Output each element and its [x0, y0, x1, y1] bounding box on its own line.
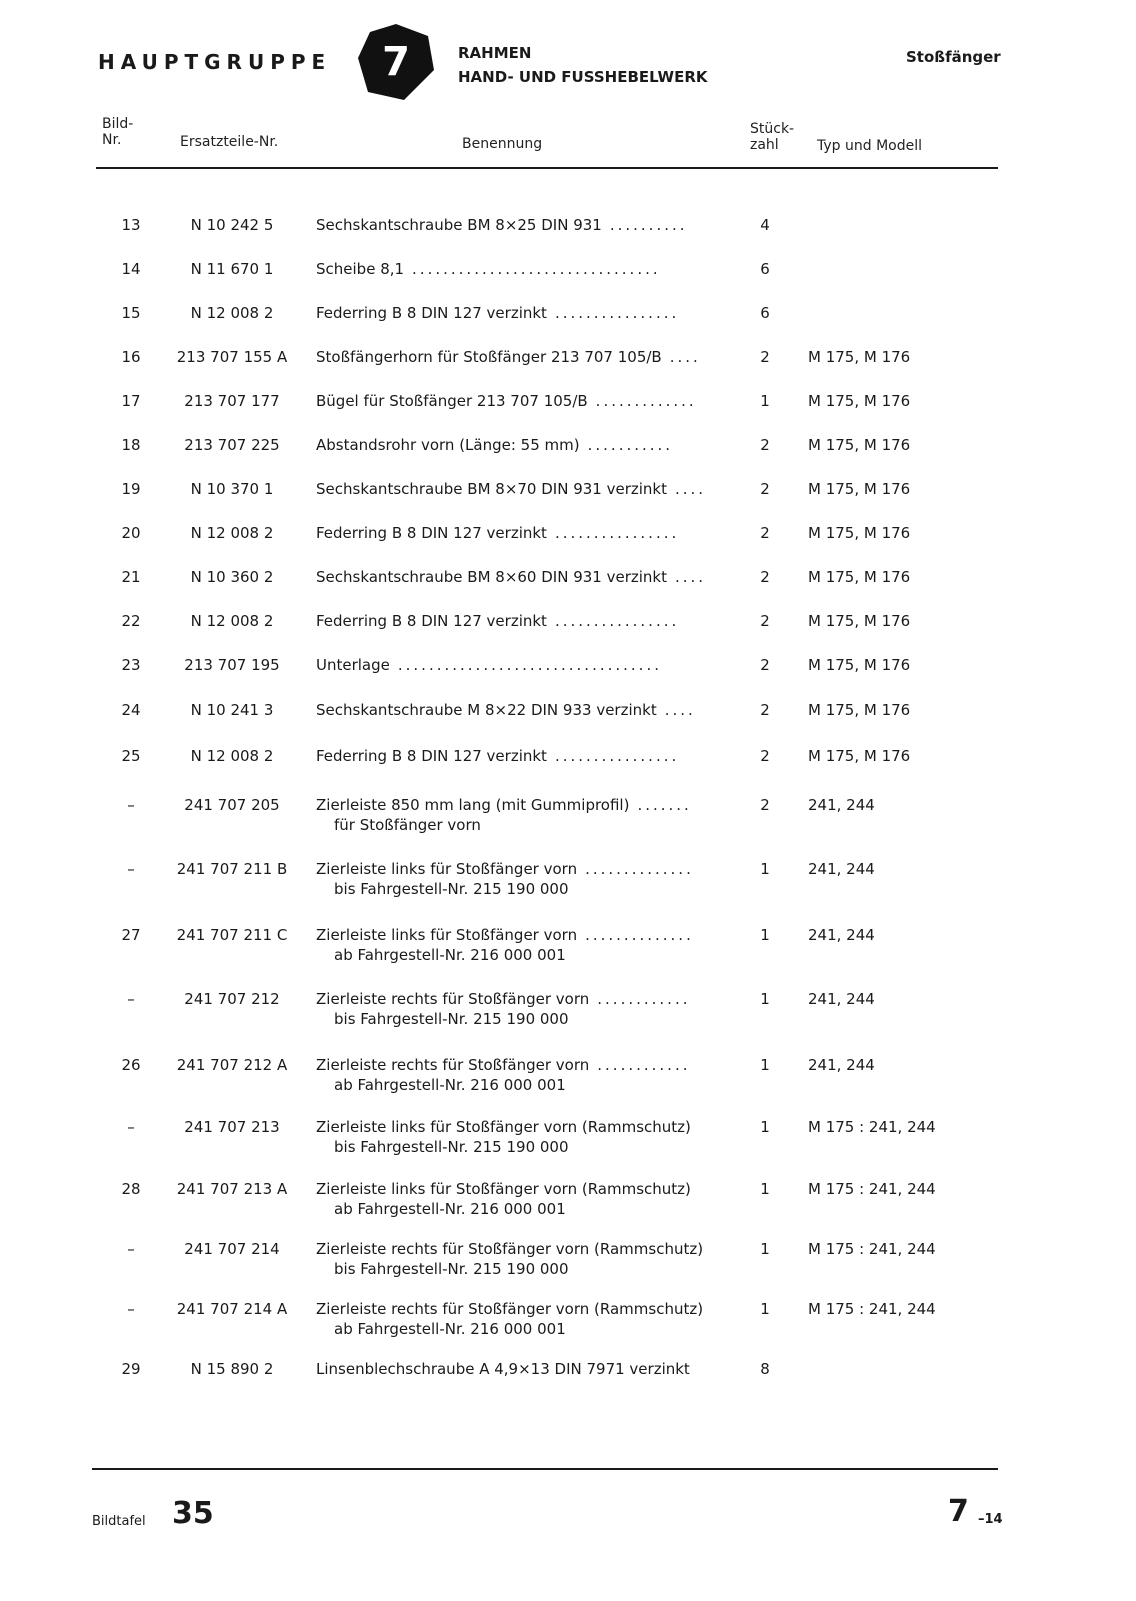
row-leader-dots: ....: [664, 701, 696, 719]
row-bild-nr: 29: [121, 1360, 141, 1378]
row-benennung-sub: ab Fahrgestell-Nr. 216 000 001: [334, 1076, 566, 1094]
row-bild-nr: 23: [121, 656, 141, 674]
row-ersatzteil-nr: 241 707 211 C: [176, 926, 288, 944]
row-stueckzahl: 2: [760, 796, 770, 814]
row-leader-dots: .............: [595, 392, 697, 410]
row-benennung-sub: bis Fahrgestell-Nr. 215 190 000: [334, 880, 569, 898]
row-bild-nr: 22: [121, 612, 141, 630]
row-ersatzteil-nr: N 12 008 2: [190, 747, 274, 765]
col-benennung: Benennung: [462, 136, 543, 152]
col-ersatzteile-nr: Ersatzteile-Nr.: [180, 134, 279, 150]
row-ersatzteil-nr: N 12 008 2: [190, 612, 274, 630]
group-badge: [356, 22, 436, 102]
row-benennung-sub: bis Fahrgestell-Nr. 215 190 000: [334, 1138, 569, 1156]
row-ersatzteil-nr: 241 707 212 A: [176, 1056, 288, 1074]
row-benennung-text: Bügel für Stoßfänger 213 707 105/B: [316, 392, 588, 410]
row-bild-nr: –: [127, 990, 135, 1008]
row-benennung-sub: ab Fahrgestell-Nr. 216 000 001: [334, 946, 566, 964]
row-typ-modell: M 175 : 241, 244: [808, 1300, 936, 1318]
row-bild-nr: 14: [121, 260, 141, 278]
col-stueckzahl-2: zahl: [750, 137, 779, 153]
row-typ-modell: M 175, M 176: [808, 747, 911, 765]
row-benennung-text: Zierleiste links für Stoßfänger vorn (Rammschutz): [316, 1118, 691, 1136]
row-typ-modell: 241, 244: [808, 990, 875, 1008]
row-bild-nr: –: [127, 796, 135, 814]
row-stueckzahl: 1: [760, 860, 770, 878]
row-stueckzahl: 2: [760, 701, 770, 719]
row-benennung: [316, 348, 701, 366]
row-stueckzahl: 6: [760, 260, 770, 278]
row-stueckzahl: 2: [760, 348, 770, 366]
row-ersatzteil-nr: 213 707 155 A: [176, 348, 288, 366]
row-ersatzteil-nr: 213 707 225: [184, 436, 280, 454]
row-ersatzteil-nr: N 12 008 2: [190, 304, 274, 322]
row-benennung-text: Zierleiste links für Stoßfänger vorn: [316, 860, 578, 878]
row-leader-dots: ..........: [609, 216, 688, 234]
row-leader-dots: ....: [675, 480, 707, 498]
row-stueckzahl: 1: [760, 926, 770, 944]
row-benennung-text: Sechskantschraube BM 8×25 DIN 931: [316, 216, 602, 234]
row-bild-nr: 17: [121, 392, 141, 410]
row-benennung-sub: ab Fahrgestell-Nr. 216 000 001: [334, 1200, 566, 1218]
row-benennung-text: Stoßfängerhorn für Stoßfänger 213 707 105/B: [316, 348, 662, 366]
col-stueckzahl-1: Stück-: [750, 121, 795, 137]
row-benennung: [316, 747, 679, 765]
row-typ-modell: M 175, M 176: [808, 568, 911, 586]
row-typ-modell: 241, 244: [808, 1056, 875, 1074]
row-stueckzahl: 1: [760, 1240, 770, 1258]
row-benennung: [316, 1118, 691, 1136]
row-bild-nr: –: [127, 1240, 135, 1258]
row-benennung: [316, 1300, 703, 1318]
row-bild-nr: –: [127, 860, 135, 878]
row-ersatzteil-nr: N 10 360 2: [190, 568, 274, 586]
row-ersatzteil-nr: N 10 242 5: [190, 216, 274, 234]
row-typ-modell: M 175 : 241, 244: [808, 1118, 936, 1136]
row-bild-nr: 16: [121, 348, 141, 366]
row-stueckzahl: 1: [760, 392, 770, 410]
row-stueckzahl: 1: [760, 1118, 770, 1136]
row-stueckzahl: 2: [760, 436, 770, 454]
row-ersatzteil-nr: N 12 008 2: [190, 524, 274, 542]
row-benennung: [316, 990, 690, 1008]
row-benennung: [316, 1360, 690, 1378]
row-ersatzteil-nr: 241 707 205: [184, 796, 280, 814]
col-bild-nr-2: Nr.: [102, 132, 122, 148]
header-line-1: RAHMEN: [458, 44, 532, 62]
row-ersatzteil-nr: 241 707 212: [184, 990, 280, 1008]
row-stueckzahl: 1: [760, 990, 770, 1008]
row-benennung-text: Federring B 8 DIN 127 verzinkt: [316, 747, 547, 765]
row-stueckzahl: 2: [760, 524, 770, 542]
hauptgruppe-label: HAUPTGRUPPE: [98, 50, 332, 74]
row-typ-modell: M 175, M 176: [808, 656, 911, 674]
row-ersatzteil-nr: 213 707 195: [184, 656, 280, 674]
row-leader-dots: ....: [675, 568, 707, 586]
row-ersatzteil-nr: N 10 241 3: [190, 701, 274, 719]
bildtafel-label: Bildtafel: [92, 1514, 146, 1529]
row-benennung: [316, 524, 679, 542]
row-ersatzteil-nr: N 11 670 1: [190, 260, 274, 278]
page-number: 7: [948, 1494, 969, 1529]
row-benennung-sub: ab Fahrgestell-Nr. 216 000 001: [334, 1320, 566, 1338]
group-number: 7: [382, 39, 410, 85]
row-benennung-text: Federring B 8 DIN 127 verzinkt: [316, 524, 547, 542]
row-typ-modell: M 175, M 176: [808, 524, 911, 542]
row-stueckzahl: 1: [760, 1056, 770, 1074]
row-stueckzahl: 2: [760, 747, 770, 765]
row-bild-nr: 18: [121, 436, 141, 454]
row-stueckzahl: 1: [760, 1300, 770, 1318]
row-benennung: [316, 436, 673, 454]
row-benennung-text: Zierleiste rechts für Stoßfänger vorn (Rammschutz): [316, 1240, 704, 1258]
row-typ-modell: 241, 244: [808, 860, 875, 878]
row-benennung: [316, 216, 688, 234]
row-typ-modell: M 175, M 176: [808, 612, 911, 630]
row-bild-nr: –: [127, 1118, 135, 1136]
bildtafel-number: 35: [172, 1496, 214, 1531]
row-bild-nr: 27: [121, 926, 141, 944]
header-rule: [96, 167, 998, 169]
row-leader-dots: ..................................: [397, 656, 662, 674]
row-benennung-text: Sechskantschraube BM 8×70 DIN 931 verzinkt: [316, 480, 667, 498]
row-benennung: [316, 392, 697, 410]
footer-rule: [92, 1468, 998, 1470]
section-title: Stoßfänger: [906, 48, 1001, 66]
row-benennung: [316, 612, 679, 630]
row-leader-dots: ................: [554, 747, 680, 765]
header-line-2: HAND- UND FUSSHEBELWERK: [458, 68, 708, 86]
row-benennung: [316, 260, 661, 278]
row-stueckzahl: 6: [760, 304, 770, 322]
row-benennung-text: Zierleiste rechts für Stoßfänger vorn: [316, 990, 590, 1008]
row-leader-dots: ..............: [585, 926, 694, 944]
row-leader-dots: ................................: [412, 260, 661, 278]
row-ersatzteil-nr: 241 707 213: [184, 1118, 280, 1136]
row-benennung: [316, 926, 694, 944]
row-bild-nr: 24: [121, 701, 141, 719]
row-leader-dots: ................: [554, 524, 680, 542]
row-benennung-sub: bis Fahrgestell-Nr. 215 190 000: [334, 1260, 569, 1278]
row-leader-dots: ..............: [585, 860, 694, 878]
row-leader-dots: ................: [554, 304, 680, 322]
row-ersatzteil-nr: 241 707 211 B: [176, 860, 288, 878]
page-number-sub: –14: [978, 1512, 1003, 1527]
row-bild-nr: 20: [121, 524, 141, 542]
row-stueckzahl: 2: [760, 568, 770, 586]
row-benennung-sub: für Stoßfänger vorn: [334, 816, 481, 834]
row-benennung-text: Zierleiste 850 mm lang (mit Gummiprofil): [316, 796, 630, 814]
row-benennung-text: Zierleiste rechts für Stoßfänger vorn: [316, 1056, 590, 1074]
row-benennung: [316, 304, 679, 322]
row-stueckzahl: 1: [760, 1180, 770, 1198]
row-ersatzteil-nr: 213 707 177: [184, 392, 280, 410]
col-typ-und-modell: Typ und Modell: [817, 138, 922, 154]
row-stueckzahl: 2: [760, 656, 770, 674]
row-ersatzteil-nr: N 15 890 2: [190, 1360, 274, 1378]
row-leader-dots: ................: [554, 612, 680, 630]
row-benennung: [316, 656, 662, 674]
row-typ-modell: M 175, M 176: [808, 480, 911, 498]
row-stueckzahl: 2: [760, 480, 770, 498]
row-ersatzteil-nr: 241 707 214: [184, 1240, 280, 1258]
row-ersatzteil-nr: N 10 370 1: [190, 480, 274, 498]
row-benennung: [316, 1056, 690, 1074]
row-bild-nr: –: [127, 1300, 135, 1318]
row-typ-modell: M 175, M 176: [808, 701, 911, 719]
row-bild-nr: 19: [121, 480, 141, 498]
row-bild-nr: 15: [121, 304, 141, 322]
row-benennung: [316, 480, 706, 498]
row-typ-modell: 241, 244: [808, 796, 875, 814]
row-leader-dots: ............: [597, 1056, 691, 1074]
row-benennung-text: Scheibe 8,1: [316, 260, 405, 278]
row-benennung: [316, 1240, 703, 1258]
row-typ-modell: M 175, M 176: [808, 392, 911, 410]
row-benennung-text: Federring B 8 DIN 127 verzinkt: [316, 612, 547, 630]
row-leader-dots: ...........: [587, 436, 674, 454]
row-benennung-text: Zierleiste rechts für Stoßfänger vorn (Rammschutz): [316, 1300, 704, 1318]
row-bild-nr: 26: [121, 1056, 141, 1074]
row-benennung-text: Unterlage: [316, 656, 390, 674]
row-typ-modell: M 175 : 241, 244: [808, 1240, 936, 1258]
row-ersatzteil-nr: 241 707 214 A: [176, 1300, 288, 1318]
row-benennung: [316, 1180, 691, 1198]
row-typ-modell: 241, 244: [808, 926, 875, 944]
row-bild-nr: 21: [121, 568, 141, 586]
row-benennung-text: Abstandsrohr vorn (Länge: 55 mm): [316, 436, 580, 454]
row-ersatzteil-nr: 241 707 213 A: [176, 1180, 288, 1198]
row-benennung-text: Sechskantschraube M 8×22 DIN 933 verzinkt: [316, 701, 657, 719]
row-bild-nr: 13: [121, 216, 141, 234]
row-stueckzahl: 8: [760, 1360, 770, 1378]
row-stueckzahl: 4: [760, 216, 770, 234]
row-typ-modell: M 175, M 176: [808, 348, 911, 366]
col-bild-nr-1: Bild-: [102, 116, 134, 132]
row-benennung: [316, 568, 706, 586]
row-benennung-text: Federring B 8 DIN 127 verzinkt: [316, 304, 547, 322]
row-benennung: [316, 701, 696, 719]
row-benennung-text: Sechskantschraube BM 8×60 DIN 931 verzinkt: [316, 568, 667, 586]
row-typ-modell: M 175 : 241, 244: [808, 1180, 936, 1198]
row-benennung-text: Linsenblechschraube A 4,9×13 DIN 7971 verzinkt: [316, 1360, 690, 1378]
row-bild-nr: 25: [121, 747, 141, 765]
row-benennung-text: Zierleiste links für Stoßfänger vorn (Rammschutz): [316, 1180, 691, 1198]
row-leader-dots: .......: [637, 796, 692, 814]
row-benennung: [316, 860, 694, 878]
row-benennung: [316, 796, 692, 814]
row-leader-dots: ............: [597, 990, 691, 1008]
row-leader-dots: ....: [669, 348, 701, 366]
row-benennung-text: Zierleiste links für Stoßfänger vorn: [316, 926, 578, 944]
row-stueckzahl: 2: [760, 612, 770, 630]
row-benennung-sub: bis Fahrgestell-Nr. 215 190 000: [334, 1010, 569, 1028]
row-bild-nr: 28: [121, 1180, 141, 1198]
row-typ-modell: M 175, M 176: [808, 436, 911, 454]
